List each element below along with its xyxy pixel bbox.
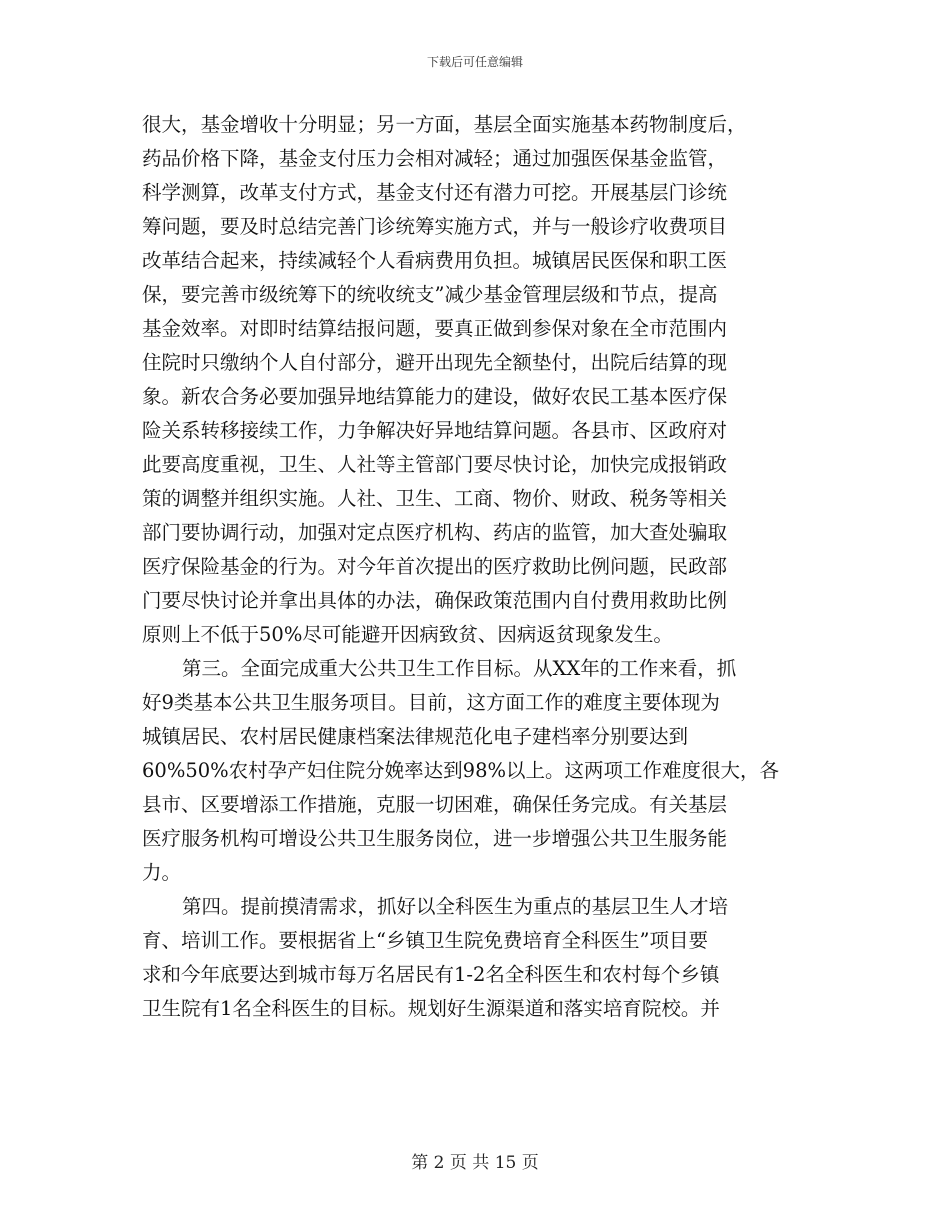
- text-line: 象。新农合务必要加强异地结算能力的建设，做好农民工基本医疗保: [142, 385, 728, 408]
- paragraph-start-line: 第三。全面完成重大公共卫生工作目标。从XX年的工作来看，抓: [182, 657, 737, 680]
- text-line: 筹问题，要及时总结完善门诊统筹实施方式，并与一般诊疗收费项目: [142, 215, 728, 238]
- text-line: 部门要协调行动，加强对定点医疗机构、药店的监管，加大查处骗取: [142, 521, 728, 544]
- text-line: 医疗服务机构可增设公共卫生服务岗位，进一步增强公共卫生服务能: [142, 827, 728, 850]
- paragraph-start-line: 第四。提前摸清需求，抓好以全科医生为重点的基层卫生人才培: [182, 895, 729, 918]
- text-line: 卫生院有1名全科医生的目标。规划好生源渠道和落实培育院校。并: [142, 997, 720, 1020]
- text-line: 力。: [142, 861, 182, 884]
- text-line: 60%50%农村孕产妇住院分娩率达到98%以上。这两项工作难度很大，各: [142, 759, 780, 782]
- text-line: 好9类基本公共卫生服务项目。目前，这方面工作的难度主要体现为: [142, 691, 720, 714]
- document-body: [142, 108, 810, 1026]
- text-line: 育、培训工作。要根据省上“乡镇卫生院免费培育全科医生”项目要: [142, 929, 708, 952]
- text-line: 医疗保险基金的行为。对今年首次提出的医疗救助比例问题，民政部: [142, 555, 728, 578]
- text-line: 求和今年底要达到城市每万名居民有1-2名全科医生和农村每个乡镇: [142, 963, 720, 986]
- text-line: 保，要完善市级统筹下的统收统支”减少基金管理层级和节点，提高: [142, 283, 718, 306]
- page-number: 第 2 页 共 15 页: [411, 1153, 539, 1173]
- text-line: 门要尽快讨论并拿出具体的办法，确保政策范围内自付费用救助比例: [142, 589, 728, 612]
- text-line: 药品价格下降，基金支付压力会相对减轻；通过加强医保基金监管，: [142, 147, 728, 170]
- text-line: 很大，基金增收十分明显；另一方面，基层全面实施基本药物制度后，: [142, 113, 747, 136]
- text-line: 城镇居民、农村居民健康档案法律规范化电子建档率分别要达到: [142, 725, 689, 748]
- text-line: 县市、区要增添工作措施，克服一切困难，确保任务完成。有关基层: [142, 793, 728, 816]
- page-header: 下载后可任意编辑: [426, 55, 523, 69]
- text-line: 住院时只缴纳个人自付部分，避开出现先全额垫付，出院后结算的现: [142, 351, 728, 374]
- text-line: 原则上不低于50%尽可能避开因病致贫、因病返贫现象发生。: [142, 623, 673, 646]
- text-line: 险关系转移接续工作，力争解决好异地结算问题。各县市、区政府对: [142, 419, 728, 442]
- text-line: 改革结合起来，持续减轻个人看病费用负担。城镇居民医保和职工医: [142, 249, 728, 272]
- text-line: 策的调整并组织实施。人社、卫生、工商、物价、财政、税务等相关: [142, 487, 728, 510]
- text-line: 此要高度重视，卫生、人社等主管部门要尽快讨论，加快完成报销政: [142, 453, 728, 476]
- text-line: 科学测算，改革支付方式，基金支付还有潜力可挖。开展基层门诊统: [142, 181, 728, 204]
- text-line: 基金效率。对即时结算结报问题，要真正做到参保对象在全市范围内: [142, 317, 728, 340]
